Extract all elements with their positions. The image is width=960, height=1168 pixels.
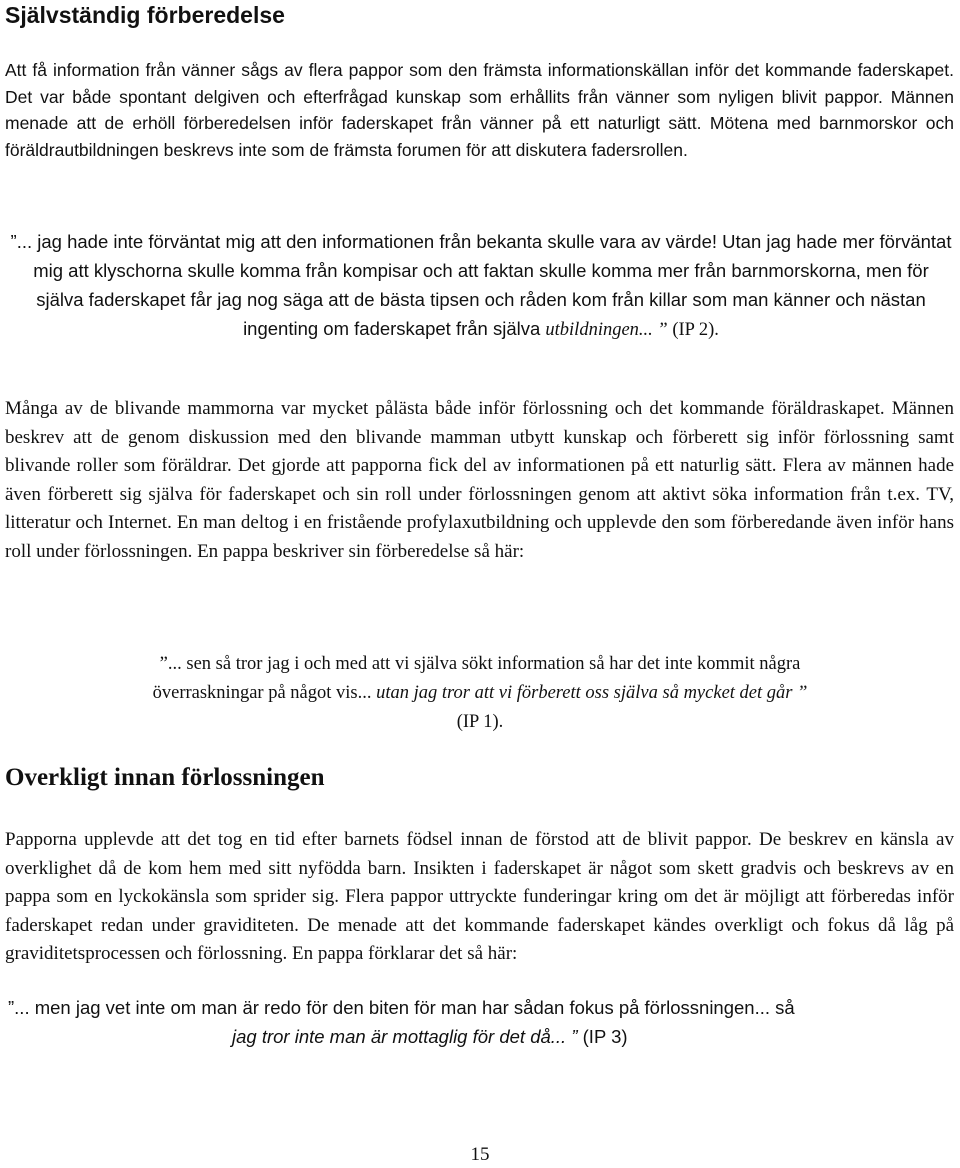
page-number: 15: [470, 1144, 490, 1165]
quote-ip2-text: ... jag hade inte förväntat mig att den informationen från bekanta skulle vara av värde! Utan jag hade mer förväntat mig att klyschorna skulle komma från kompisar och att faktan skulle komma mer från barnmorskorna, men för själva faderskapet får jag nog säga att de bästa tipsen och råden kom från killar som man känner och nästan ingenting om faderskapet från själva: [16, 231, 952, 339]
quote-ip1-reference: (IP 1).: [456, 712, 504, 732]
section-heading-sjalvstandig-forberedelse: Självständig förberedelse: [5, 2, 285, 28]
quote-ip1-line2: överraskningar på något vis... utan jag tror att vi förberett oss själva så mycket det går ”: [152, 683, 808, 703]
paragraph-friends-information: Att få information från vänner sågs av flera pappor som den främsta informationskällan inför det kommande faderskapet. Det var både spontant delgiven och efterfrågad kunskap som erhållits från vänner som nyligen blivit pappor. Männen menade att de erhöll förberedelsen inför faderskapet från vänner på ett naturligt sätt. Mötena med barnmorskor och föräldrautbildningen beskrevs inte som de främsta forumen för att diskutera fadersrollen.: [5, 60, 954, 160]
section-heading-overkligt: Overkligt innan förlossningen: [5, 764, 325, 791]
quote-ip2-italic-tail: utbildningen... ”: [545, 320, 668, 340]
quote-ip1: [40, 650, 920, 737]
paragraph-unreality: Papporna upplevde att det tog en tid efter barnets födsel innan de förstod att de blivit pappor. De beskrev en känsla av overklighet då de kom hem med sitt nyfödda barn. Insikten i faderskapet är något som skett gradvis och beskrevs av en pappa som en lyckokänsla som sprider sig. Flera pappor uttryckte funderingar kring om det är möjligt att förberedas inför faderskapet redan under graviditeten. De menade att det kommande faderskapet kändes overkligt och fokus då låg på graviditetsprocessen och förlossning. En pappa förklarar det så här:: [5, 829, 954, 965]
quote-ip1-open-mark: ”: [159, 654, 168, 674]
quote-ip1-line1: ”... sen så tror jag i och med att vi själva sökt information så har det inte kommit några: [159, 654, 801, 674]
quote-ip3-line2: jag tror inte man är mottaglig för det då... ” (IP 3): [232, 1025, 628, 1047]
quote-ip2: [8, 227, 954, 345]
quote-ip3-open-mark: ”: [8, 997, 15, 1018]
quote-ip3-line1: ”... men jag vet inte om man är redo för den biten för man har sådan fokus på förlossningen... så: [8, 997, 795, 1018]
paragraph-mothers-preparation: Många av de blivande mammorna var mycket pålästa både inför förlossning och det kommande föräldraskapet. Männen beskrev att de genom diskussion med den blivande mamman utbytt kunskap och förberett sig inför förlossning samt blivande roller som föräldrar. Det gjorde att papporna fick del av informationen på ett naturlig sätt. Flera av männen hade även förberett sig själva för faderskapet och sin roll under förlossningen genom att aktivt söka information från t.ex. TV, litteratur och Internet. En man deltog i en fristående profylaxutbildning och upplevde den som förberedande även inför hans roll under förlossningen. En pappa beskriver sin förberedelse så här:: [5, 398, 954, 562]
quote-ip2-reference: (IP 2).: [667, 320, 719, 340]
quote-ip3: [8, 994, 954, 1051]
quote-ip2-open-mark: ”: [10, 231, 17, 252]
